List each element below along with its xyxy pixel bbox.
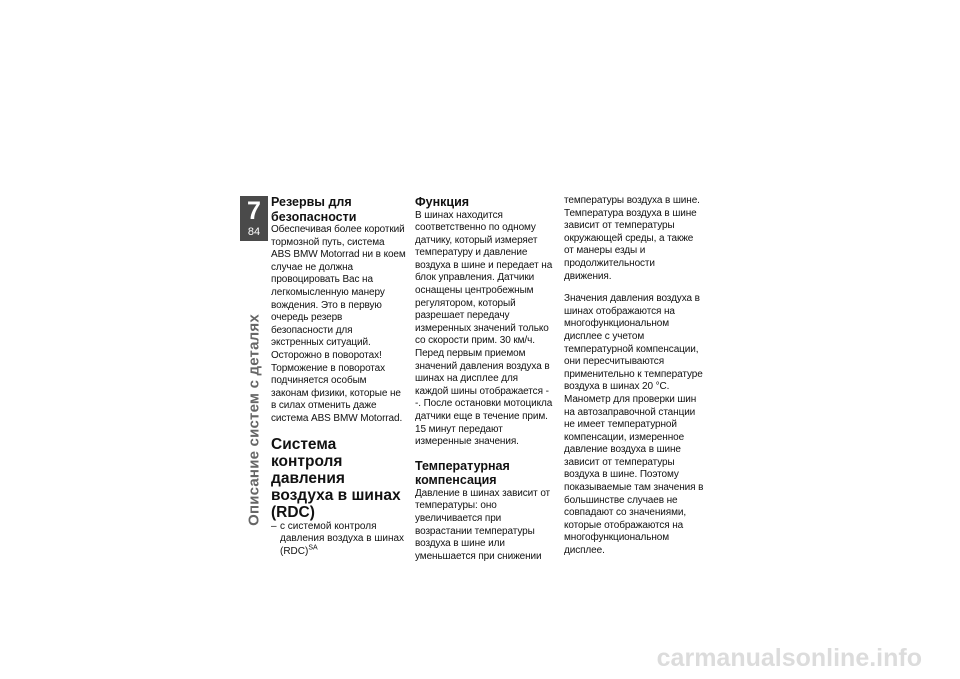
list-item [271,521,406,559]
bullet-text-main: с системой контроля давления воздуха в шинах (RDC) [280,520,405,557]
spacer [564,283,704,293]
chapter-number: 7 [247,197,261,225]
chapter-side-label: Описание систем с деталях [245,314,263,526]
paragraph-temperature-continued: температуры воздуха в шине. Температура воздуха в шине зависит от температуры окружающей среды, а также от манеры езды и продолжительности движения. [564,195,700,282]
paragraph-temperature-compensation: Давление в шинах зависит от температуры: оно увеличивается при возрастании температуры воздуха в шине или уменьшается при снижении [415,487,551,562]
paragraph-display-values: Значения давления воздуха в шинах отображаются на многофункциональном дисплее с учетом температурной компенсации, они пересчитываются применительно к температуре воздуха в шинах 20 °C. Манометр для проверки шин на автозаправочной станции не имеет температурной компенсации, измеренное давление воздуха в шине зависит от температуры воздуха в шине. Поэтому показываемые там значения в большинстве случаев не совпадают со значениями, которые отображаются на многофункциональном дисплее. [564,293,704,557]
paragraph-safety-reserves: Обеспечивая более короткий тормозной путь, система ABS BMW Motorrad ни в коем случае не должна провоцировать Вас на легкомысленную манеру вождения. Это в первую очередь резерв безопасности для экстренных ситуаций. Осторожно в поворотах! Торможение в поворотах подчиняется особым законам физики, которые не в силах отменить даже система ABS BMW Motorrad. [271,224,406,424]
chapter-marker [240,196,268,241]
bullet-dash: – [271,520,277,532]
section-heading-temperature-compensation: Температурная компенсация [415,458,510,488]
section-heading-safety-reserves: Резервы для безопасности [271,195,357,224]
section-heading-rdc: Система контроля давления воздуха в шинах (RDC) [271,435,401,521]
page-number: 84 [247,226,261,238]
spacer [415,449,553,459]
bullet-text [280,521,406,559]
spacer [271,426,406,436]
special-accessory-mark: SA [308,544,318,552]
paragraph-function: В шинах находится соответственно по одному датчику, который измеряет температуру и давление воздуха в шине и передает на блок управления. Датчики оснащены центробежным регулятором, который разрешает передачу измеренных значений только со скорости прим. 30 км/ч. Перед первым приемом значений давления воздуха в шинах на дисплее для каждой шины отображается --. После остановки мотоцикла датчики еще в течение прим. 15 минут передают измеренные значения. [415,209,553,448]
site-watermark: carmanualsonline.info [656,644,922,672]
text-column-3 [564,195,704,558]
section-heading-function: Функция [415,195,470,209]
text-column-2 [415,195,553,563]
text-column-1 [271,195,406,558]
